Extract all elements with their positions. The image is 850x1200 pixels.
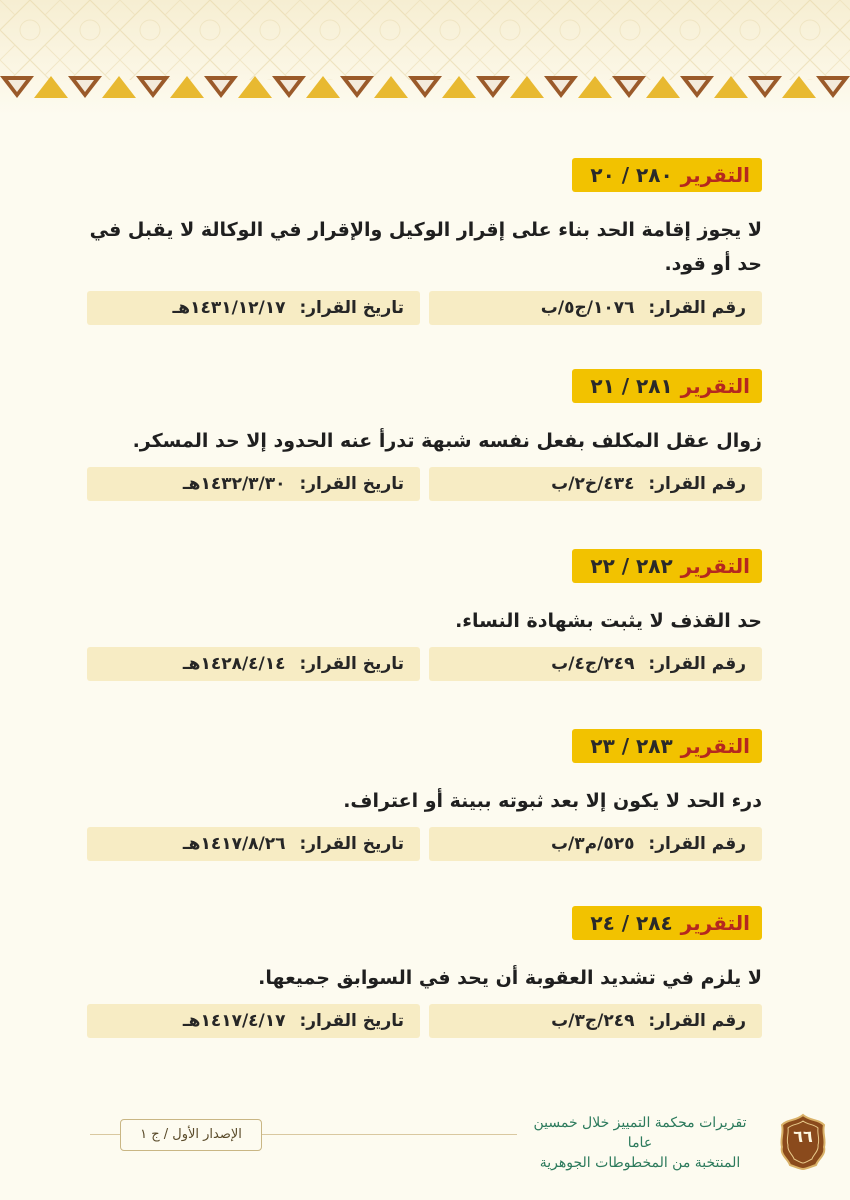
decision-date-value: ١٤٢٨/٤/١٤هـ: [182, 654, 286, 674]
book-title-logo: [520, 1113, 760, 1173]
entry-text: لا يجوز إقامة الحد بناء على إقرار الوكيل والإقرار في الوكالة لا يقبل في حد أو قود.: [89, 219, 762, 275]
decision-number-label: رقم القرار:: [648, 654, 746, 674]
entry-title-tag: [572, 158, 762, 192]
decision-number-value: ٢٤٩/ج٣/ب: [551, 1011, 635, 1031]
decision-date-box: [87, 1004, 420, 1038]
entry-title-tag: [572, 549, 762, 583]
entry-meta: [87, 827, 762, 861]
decision-entry: [87, 549, 762, 684]
entry-title-numbers: ٢٨٠ / ٢٠: [590, 163, 673, 187]
decision-number-box: [429, 1004, 762, 1038]
decision-date-box: [87, 467, 420, 501]
decision-date-box: [87, 291, 420, 325]
book-title-line1: تقريرات محكمة التمييز خلال خمسين عاما: [533, 1115, 747, 1151]
triangle-border-icon: [0, 72, 850, 102]
entry-text: حد القذف لا يثبت بشهادة النساء.: [455, 610, 762, 632]
decision-date-label: تاريخ القرار:: [299, 474, 404, 494]
decision-date-label: تاريخ القرار:: [299, 654, 404, 674]
entry-title: [572, 369, 762, 403]
footer-rule-middle: [262, 1134, 517, 1135]
decision-entry: [87, 158, 762, 328]
entry-title-numbers: ٢٨٣ / ٢٣: [590, 734, 673, 758]
decision-entry: [87, 369, 762, 504]
decision-date-value: ١٤١٧/٨/٢٦هـ: [182, 834, 286, 854]
decision-number-label: رقم القرار:: [648, 298, 746, 318]
decision-date-value: ١٤٣١/١٢/١٧هـ: [172, 298, 286, 318]
decision-number-box: [429, 827, 762, 861]
volume-label: الإصدار الأول / ج ١: [120, 1119, 262, 1151]
entry-text: زوال عقل المكلف بفعل نفسه شبهة تدرأ عنه الحدود إلا حد المسكر.: [132, 430, 762, 452]
book-title-line2: المنتخبة من المخطوطات الجوهرية: [539, 1155, 741, 1171]
decision-number-value: ١٠٧٦/ج٥/ب: [540, 298, 635, 318]
entry-title-numbers: ٢٨١ / ٢١: [590, 374, 673, 398]
entry-title-tag: [572, 729, 762, 763]
decision-number-box: [429, 647, 762, 681]
entry-meta: [87, 647, 762, 681]
page-number: ٦٦: [793, 1127, 813, 1146]
entry-title-numbers: ٢٨٢ / ٢٢: [590, 554, 673, 578]
entry-meta: [87, 291, 762, 325]
decision-date-value: ١٤٣٢/٣/٣٠هـ: [182, 474, 286, 494]
decision-number-label: رقم القرار:: [648, 474, 746, 494]
entry-meta: [87, 1004, 762, 1038]
entry-meta: [87, 467, 762, 501]
entry-text: درء الحد لا يكون إلا بعد ثبوته ببينة أو اعتراف.: [343, 790, 762, 812]
decision-number-label: رقم القرار:: [648, 1011, 746, 1031]
entry-title: [572, 906, 762, 940]
entry-title-word: التقرير: [680, 911, 750, 935]
decision-date-box: [87, 827, 420, 861]
entry-title-tag: [572, 369, 762, 403]
decision-date-value: ١٤١٧/٤/١٧هـ: [182, 1011, 286, 1031]
decision-number-label: رقم القرار:: [648, 834, 746, 854]
decision-date-box: [87, 647, 420, 681]
entry-title: [572, 549, 762, 583]
entry-title-word: التقرير: [680, 554, 750, 578]
entry-title-numbers: ٢٨٤ / ٢٤: [590, 911, 673, 935]
decision-number-box: [429, 291, 762, 325]
decision-entry: [87, 729, 762, 864]
geometric-pattern-icon: [0, 0, 850, 80]
decision-number-box: [429, 467, 762, 501]
entry-title: [572, 158, 762, 192]
decision-date-label: تاريخ القرار:: [299, 1011, 404, 1031]
decision-number-value: ٥٢٥/م٣/ب: [550, 834, 635, 854]
entry-title-tag: [572, 906, 762, 940]
decision-number-value: ٤٣٤/خ٢/ب: [551, 474, 635, 494]
entry-title-word: التقرير: [680, 734, 750, 758]
entry-title-word: التقرير: [680, 163, 750, 187]
header-ornament: [0, 0, 850, 115]
decision-date-label: تاريخ القرار:: [299, 298, 404, 318]
decision-number-value: ٢٤٩/ج٤/ب: [551, 654, 635, 674]
entry-title: [572, 729, 762, 763]
decision-entry: [87, 906, 762, 1041]
page-footer: [0, 1105, 850, 1185]
entry-title-word: التقرير: [680, 374, 750, 398]
decision-date-label: تاريخ القرار:: [299, 834, 404, 854]
footer-rule-left: [90, 1134, 120, 1135]
entry-text: لا يلزم في تشديد العقوبة أن يحد في السوابق جميعها.: [258, 967, 762, 989]
